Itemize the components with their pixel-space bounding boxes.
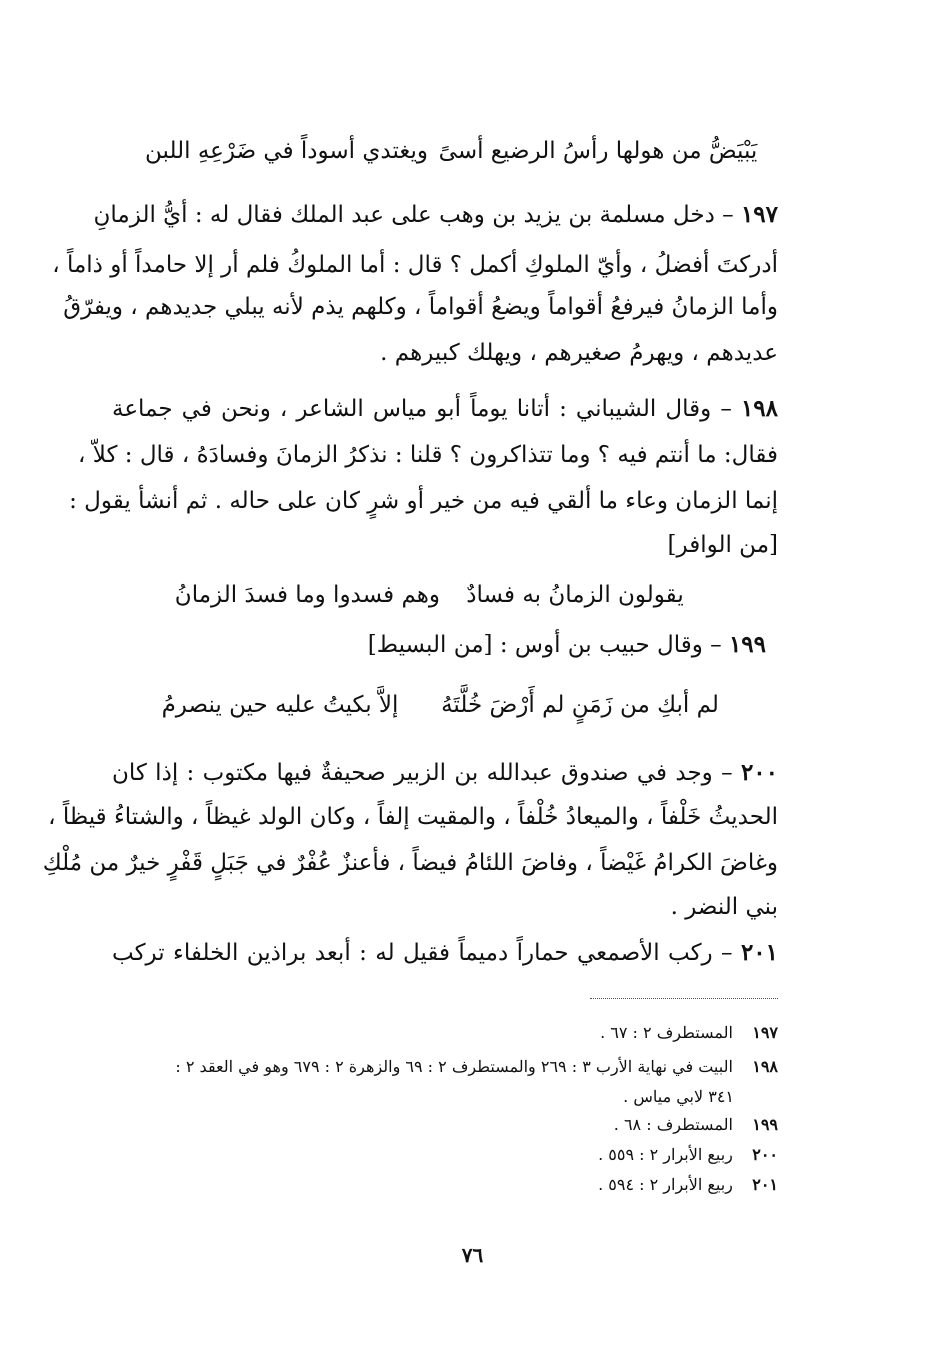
verse-hemistich-left: ويغتدي أسوداً في ضَرْعِهِ اللبن — [145, 138, 428, 164]
paragraph-text: – وقال الشيباني : أتانا يوماً أبو مياس الشاعر ، ونحن في جماعة — [112, 396, 732, 422]
meter-label: [من البسيط] — [367, 632, 493, 658]
paragraph-198-line-2: فقال: ما أنتم فيه ؟ وما تتذاكرون ؟ قلنا : نذكرُ الزمانَ وفسادَهُ ، قال : كلاّ ، — [78, 442, 778, 468]
footnote-number: ١٩٧ — [752, 1023, 778, 1042]
paragraph-197-line-2: أدركتَ أفضلُ ، وأيّ الملوكِ أكمل ؟ قال : أما الملوكُ فلم أر إلا حامداً أو ذاماً ، — [52, 252, 778, 278]
footnote-text: المستطرف : ٦٨ . — [613, 1115, 733, 1134]
paragraph-200-line-2: الحديثُ خَلْفاً ، والميعادُ خُلْفاً ، والمقيت إلفاً ، وكان الولد غيظاً ، والشتاءُ قيظاً ، — [48, 804, 778, 830]
paragraph-198-line-3: إنما الزمان وعاء ما ألقي فيه من خير أو شرٍ كان على حاله . ثم أنشأ يقول : — [69, 488, 778, 514]
footnote-text: ربيع الأبرار ٢ : ٥٩٤ . — [598, 1175, 733, 1194]
entry-number: ١٩٨ — [740, 395, 779, 422]
footnote-text: المستطرف ٢ : ٦٧ . — [600, 1023, 733, 1042]
footnote-number: ٢٠٠ — [752, 1145, 778, 1164]
footnote-197 — [300, 1020, 778, 1046]
footnote-198 — [108, 1054, 778, 1080]
verse-hemistich-right: يَبْيَضُّ من هولها رأسُ الرضيع أسىً — [438, 138, 758, 164]
entry-number: ٢٠٠ — [740, 759, 779, 786]
footnote-number: ١٩٩ — [752, 1115, 778, 1134]
paragraph-198-line-1 — [112, 392, 778, 426]
paragraph-text: – وقال حبيب بن أوس : — [499, 632, 722, 658]
entry-number: ١٩٩ — [728, 631, 766, 658]
verse-hemistich-right: لم أبكِ من زَمَنٍ لم أَرْضَ خُلَّتَهُ — [441, 692, 719, 718]
footnote-separator — [590, 998, 778, 999]
paragraph-text: – ركب الأصمعي حماراً دميماً فقيل له : أبعد براذين الخلفاء تركب — [112, 940, 733, 966]
footnote-text: ربيع الأبرار ٢ : ٥٥٩ . — [598, 1145, 733, 1164]
meter-label: [من الوافر] — [667, 532, 778, 558]
verse-hemistich-left: إلاَّ بكيتُ عليه حين ينصرمُ — [161, 692, 399, 718]
footnote-text: البيت في نهاية الأرب ٣ : ٢٦٩ والمستطرف ٢ : ٦٩ والزهرة ٢ : ٦٧٩ وهو في العقد ٢ : — [175, 1057, 733, 1076]
paragraph-201-line-1 — [112, 936, 778, 970]
verse-hemistich-right: يقولون الزمانُ به فسادٌ — [466, 582, 684, 608]
paragraph-200-line-3: وغاضَ الكرامُ غَيْضاً ، وفاضَ اللئامُ فيضاً ، فأعنزٌ عُفْرٌ في جَبَلٍ قَفْرٍ خيرٌ من مُلْكِ — [42, 850, 778, 876]
paragraph-197-line-3: وأما الزمانُ فيرفعُ أقواماً ويضعُ أقواماً ، وكلهم يذم لأنه يبلي جديدهم ، ويفرّقُ — [63, 294, 778, 320]
paragraph-200-line-1 — [112, 756, 778, 790]
paragraph-197-line-1 — [93, 198, 778, 232]
entry-number: ٢٠١ — [740, 939, 779, 966]
verse-line — [145, 134, 768, 168]
paragraph-text: – دخل مسلمة بن يزيد بن وهب على عبد الملك فقال له : أيُّ الزمانِ — [93, 202, 734, 228]
paragraph-197-line-4: عديدهم ، ويهرمُ صغيرهم ، ويهلك كبيرهم . — [380, 340, 778, 366]
page-number: ٧٦ — [461, 1243, 484, 1267]
footnote-198-continuation: ٣٤١ لابي مياس . — [623, 1087, 734, 1106]
verse-line — [140, 688, 740, 722]
footnote-number: ١٩٨ — [752, 1057, 778, 1076]
paragraph-text: – وجد في صندوق عبدالله بن الزبير صحيفةٌ فيها مكتوب : إذا كان — [112, 760, 733, 786]
paragraph-200-line-4: بني النضر . — [670, 894, 778, 920]
paragraph-199-line-1 — [300, 628, 766, 662]
verse-line — [174, 578, 710, 612]
footnote-number: ٢٠١ — [752, 1175, 778, 1194]
footnote-199 — [300, 1112, 778, 1138]
footnote-201 — [300, 1172, 778, 1198]
verse-hemistich-left: وهم فسدوا وما فسدَ الزمانُ — [174, 582, 440, 608]
entry-number: ١٩٧ — [740, 201, 778, 228]
footnote-200 — [300, 1142, 778, 1168]
